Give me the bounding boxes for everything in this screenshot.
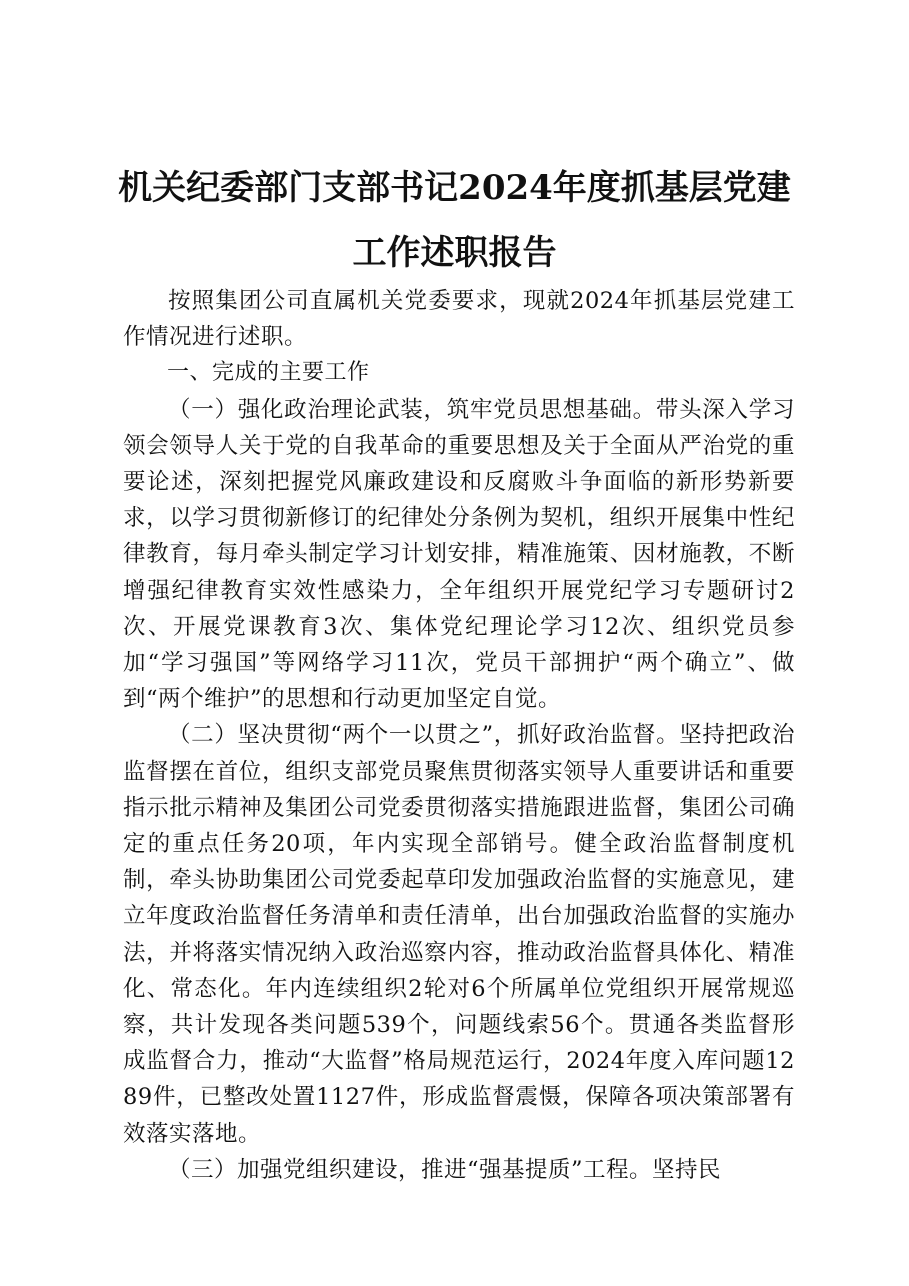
intro-paragraph: 按照集团公司直属机关党委要求，现就2024年抓基层党建工作情况进行述职。 xyxy=(123,288,795,351)
document-body xyxy=(123,283,795,1188)
paragraph-2: （二）坚决贯彻“两个一以贯之”，抓好政治监督。坚持把政治监督摆在首位，组织支部党员聚焦贯彻落实领导人重要讲话和重要指示批示精神及集团公司党委贯彻落实措施跟进监督，集团公司确定的重点任务20项，年内实现全部销号。健全政治监督制度机制，牵头协助集团公司党委起草印发加强政治监督的实施意见，建立年度政治监督任务清单和责任清单，出台加强政治监督的实施办法，并将落实情况纳入政治巡察内容，推动政治监督具体化、精准化、常态化。年内连续组织2轮对6个所属单位党组织开展常规巡察，共计发现各类问题539个，问题线索56个。贯通各类监督形成监督合力，推动“大监督”格局规范运行，2024年度入库问题1289件，已整改处置1127件，形成监督震慑，保障各项决策部署有效落实落地。 xyxy=(123,722,795,1147)
paragraph-1: （一）强化政治理论武装，筑牢党员思想基础。带头深入学习领会领导人关于党的自我革命的重要思想及关于全面从严治党的重要论述，深刻把握党风廉政建设和反腐败斗争面临的新形势新要求，以学习贯彻新修订的纪律处分条例为契机，组织开展集中性纪律教育，每月牵头制定学习计划安排，精准施策、因材施教，不断增强纪律教育实效性感染力，全年组织开展党纪学习专题研讨2次、开展党课教育3次、集体党纪理论学习12次、组织党员参加“学习强国”等网络学习11次，党员干部拥护“两个确立”、做到“两个维护”的思想和行动更加坚定自觉。 xyxy=(123,396,795,713)
paragraph-3: （三）加强党组织建设，推进“强基提质”工程。坚持民 xyxy=(168,1156,722,1183)
document-title-line-1: 机关纪委部门支部书记2024年度抓基层党建 xyxy=(118,168,791,208)
document-title-line-2: 工作述职报告 xyxy=(352,233,557,273)
section-heading: 一、完成的主要工作 xyxy=(167,360,370,386)
